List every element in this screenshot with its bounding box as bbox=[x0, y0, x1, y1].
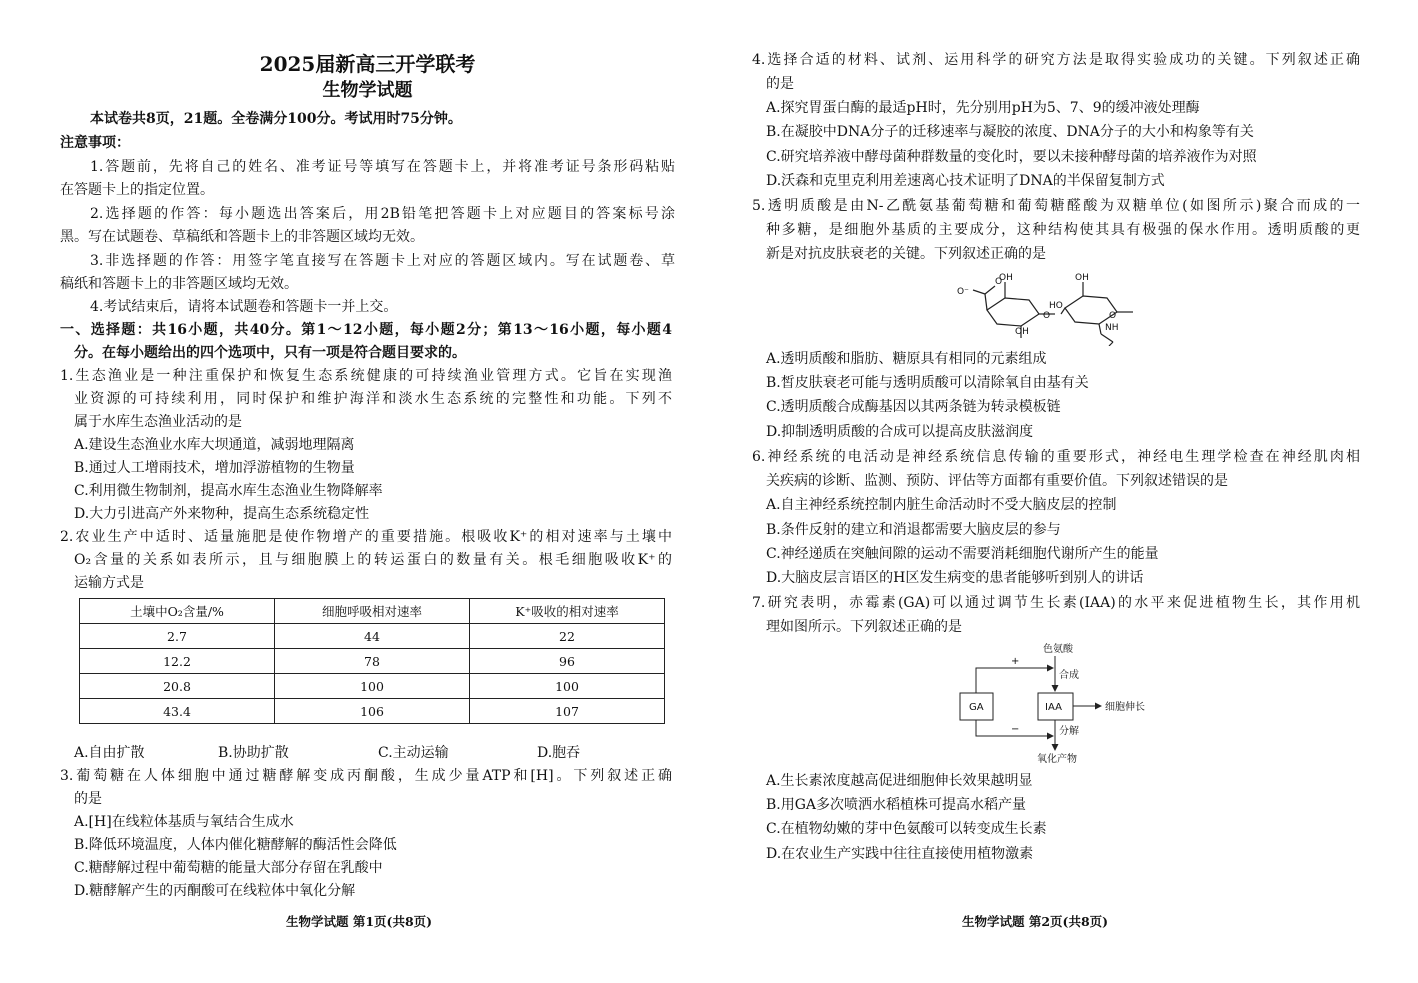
figure-label: HO bbox=[1049, 301, 1063, 311]
table-cell: 100 bbox=[470, 674, 665, 699]
notice-line: 1.答题前，先将自己的姓名、准考证号等填写在答题卡上，并将准考证号条形码粘贴 bbox=[90, 159, 675, 175]
question-3-stem: 3.葡萄糖在人体细胞中通过糖酵解变成丙酮酸，生成少量ATP和[H]。下列叙述正确 bbox=[60, 768, 672, 784]
question-4-stem: 4.选择合适的材料、试剂、运用科学的研究方法是取得实验成功的关键。下列叙述正确 bbox=[752, 52, 1360, 68]
exam-intro: 本试卷共8页，21题。全卷满分100分。考试用时75分钟。 bbox=[90, 111, 462, 127]
question-1-option-a: A.建设生态渔业水库大坝通道，减弱地理隔离 bbox=[74, 437, 355, 453]
diagram-minus-sign: − bbox=[1011, 724, 1020, 735]
figure-label: OH bbox=[999, 273, 1013, 283]
figure-label: OH bbox=[1015, 327, 1029, 337]
question-5-stem: 新是对抗皮肤衰老的关键。下列叙述正确的是 bbox=[766, 246, 1046, 262]
diagram-decompose-label: 分解 bbox=[1059, 726, 1079, 737]
question-7-option-b: B.用GA多次喷洒水稻植株可提高水稻产量 bbox=[766, 797, 1027, 813]
question-4-stem: 的是 bbox=[766, 76, 794, 92]
question-3-option-a: A.[H]在线粒体基质与氧结合生成水 bbox=[74, 814, 294, 830]
table-row bbox=[80, 699, 665, 724]
table-cell: 106 bbox=[275, 699, 470, 724]
table-header-row bbox=[80, 599, 665, 624]
diagram-oxidation-label: 氧化产物 bbox=[1037, 754, 1077, 764]
question-2-table bbox=[79, 598, 665, 724]
exam-title: 2025届新高三开学联考 bbox=[259, 52, 476, 76]
question-5-option-c: C.透明质酸合成酶基因以其两条链为转录模板链 bbox=[766, 399, 1061, 415]
question-2-stem: 运输方式是 bbox=[74, 575, 144, 591]
notice-line: 3.非选择题的作答：用签字笔直接写在答题卡上对应的答题区域内。写在试题卷、草 bbox=[90, 253, 675, 269]
notice-line: 稿纸和答题卡上的非答题区域均无效。 bbox=[60, 276, 298, 292]
question-6-option-b: B.条件反射的建立和消退都需要大脑皮层的参与 bbox=[766, 522, 1061, 538]
table-cell: 78 bbox=[275, 649, 470, 674]
table-header: 土壤中O₂含量/% bbox=[80, 599, 275, 624]
diagram-growth-label: 细胞伸长 bbox=[1105, 702, 1145, 713]
figure-label: O bbox=[995, 277, 1003, 287]
ga-iaa-mechanism-diagram bbox=[955, 640, 1155, 764]
question-5-stem: 5.透明质酸是由N-乙酰氨基葡萄糖和葡萄糖醛酸为双糖单位(如图所示)聚合而成的一 bbox=[752, 198, 1360, 214]
diagram-synthesis-label: 合成 bbox=[1059, 670, 1079, 681]
question-4-option-a: A.探究胃蛋白酶的最适pH时，先分别用pH为5、7、9的缓冲液处理酶 bbox=[766, 100, 1200, 116]
section-heading-cont: 分。在每小题给出的四个选项中，只有一项是符合题目要求的。 bbox=[74, 345, 466, 361]
question-1-stem: 属于水库生态渔业活动的是 bbox=[74, 414, 242, 430]
question-2-option-a: A.自由扩散 bbox=[74, 745, 145, 761]
question-6-option-d: D.大脑皮层言语区的H区发生病变的患者能够听到别人的讲话 bbox=[766, 570, 1144, 586]
question-3-stem: 的是 bbox=[74, 791, 102, 807]
table-row bbox=[80, 624, 665, 649]
question-5-option-d: D.抑制透明质酸的合成可以提高皮肤滋润度 bbox=[766, 424, 1034, 440]
question-5-option-b: B.皙皮肤衰老可能与透明质酸可以清除氧自由基有关 bbox=[766, 375, 1089, 391]
question-2-stem: O₂含量的关系如表所示，且与细胞膜上的转运蛋白的数量有关。根毛细胞吸收K⁺的 bbox=[74, 552, 672, 568]
question-6-option-c: C.神经递质在突触间隙的运动不需要消耗细胞代谢所产生的能量 bbox=[766, 546, 1159, 562]
question-4-option-b: B.在凝胶中DNA分子的迁移速率与凝胶的浓度、DNA分子的大小和构象等有关 bbox=[766, 124, 1254, 140]
figure-label: O bbox=[1043, 311, 1051, 321]
table-header: 细胞呼吸相对速率 bbox=[275, 599, 470, 624]
page-footer: 生物学试题 第1页(共8页) bbox=[286, 914, 433, 929]
question-6-stem: 6.神经系统的电活动是神经系统信息传输的重要形式，神经电生理学检查在神经肌肉相 bbox=[752, 449, 1360, 465]
question-7-stem: 7.研究表明，赤霉素(GA)可以通过调节生长素(IAA)的水平来促进植物生长，其作用机 bbox=[752, 595, 1360, 611]
table-cell: 43.4 bbox=[80, 699, 275, 724]
figure-label: O bbox=[1109, 311, 1117, 321]
diagram-tryptophan-label: 色氨酸 bbox=[1043, 644, 1073, 655]
figure-label: NH bbox=[1105, 323, 1119, 333]
table-cell: 22 bbox=[470, 624, 665, 649]
table-header: K⁺吸收的相对速率 bbox=[470, 599, 665, 624]
question-6-option-a: A.自主神经系统控制内脏生命活动时不受大脑皮层的控制 bbox=[766, 497, 1117, 513]
question-7-option-a: A.生长素浓度越高促进细胞伸长效果越明显 bbox=[766, 773, 1033, 789]
diagram-iaa-label: IAA bbox=[1045, 702, 1062, 713]
table-cell: 12.2 bbox=[80, 649, 275, 674]
table-row bbox=[80, 649, 665, 674]
question-3-option-c: C.糖酵解过程中葡萄糖的能量大部分存留在乳酸中 bbox=[74, 860, 383, 876]
table-cell: 107 bbox=[470, 699, 665, 724]
question-4-option-d: D.沃森和克里克利用差速离心技术证明了DNA的半保留复制方式 bbox=[766, 173, 1165, 189]
question-2-option-b: B.协助扩散 bbox=[218, 745, 289, 761]
diagram-plus-sign: + bbox=[1011, 656, 1020, 667]
question-7-option-d: D.在农业生产实践中往往直接使用植物激素 bbox=[766, 846, 1034, 862]
question-2-option-d: D.胞吞 bbox=[537, 745, 581, 761]
diagram-ga-label: GA bbox=[969, 702, 984, 713]
question-7-option-c: C.在植物幼嫩的芽中色氨酸可以转变成生长素 bbox=[766, 821, 1047, 837]
question-2-stem: 2.农业生产中适时、适量施肥是使作物增产的重要措施。根吸收K⁺的相对速率与土壤中 bbox=[60, 529, 672, 545]
question-3-option-d: D.糖酵解产生的丙酮酸可在线粒体中氧化分解 bbox=[74, 883, 356, 899]
question-5-option-a: A.透明质酸和脂肪、糖原具有相同的元素组成 bbox=[766, 351, 1047, 367]
notice-line: 4.考试结束后，请将本试题卷和答题卡一并上交。 bbox=[90, 299, 398, 315]
question-3-option-b: B.降低环境温度，人体内催化糖酵解的酶活性会降低 bbox=[74, 837, 397, 853]
question-1-stem: 1.生态渔业是一种注重保护和恢复生态系统健康的可持续渔业管理方式。它旨在实现渔 bbox=[60, 368, 672, 384]
notice-heading: 注意事项： bbox=[60, 135, 130, 151]
question-1-option-c: C.利用微生物制剂，提高水库生态渔业生物降解率 bbox=[74, 483, 383, 499]
notice-line: 在答题卡上的指定位置。 bbox=[60, 182, 214, 198]
figure-label: OH bbox=[1075, 273, 1089, 283]
table-cell: 44 bbox=[275, 624, 470, 649]
exam-subject: 生物学试题 bbox=[322, 80, 413, 101]
table-cell: 20.8 bbox=[80, 674, 275, 699]
page-footer: 生物学试题 第2页(共8页) bbox=[962, 914, 1109, 929]
question-1-option-b: B.通过人工增雨技术，增加浮游植物的生物量 bbox=[74, 460, 355, 476]
question-6-stem: 关疾病的诊断、监测、预防、评估等方面都有重要价值。下列叙述错误的是 bbox=[766, 473, 1228, 489]
table-cell: 2.7 bbox=[80, 624, 275, 649]
hyaluronic-acid-structure-figure bbox=[957, 268, 1157, 346]
question-2-option-c: C.主动运输 bbox=[378, 745, 449, 761]
question-1-option-d: D.大力引进高产外来物种，提高生态系统稳定性 bbox=[74, 506, 370, 522]
question-4-option-c: C.研究培养液中酵母菌种群数量的变化时，要以未接种酵母菌的培养液作为对照 bbox=[766, 149, 1257, 165]
notice-line: 2.选择题的作答：每小题选出答案后，用2B铅笔把答题卡上对应题目的答案标号涂 bbox=[90, 206, 675, 222]
question-7-stem: 理如图所示。下列叙述正确的是 bbox=[766, 619, 962, 635]
section-heading: 一、选择题：共16小题，共40分。第1～12小题，每小题2分；第13～16小题，每小题4 bbox=[60, 322, 672, 338]
figure-label: O⁻ bbox=[957, 287, 969, 297]
table-row bbox=[80, 674, 665, 699]
table-cell: 100 bbox=[275, 674, 470, 699]
table-cell: 96 bbox=[470, 649, 665, 674]
notice-line: 黑。写在试题卷、草稿纸和答题卡上的非答题区域均无效。 bbox=[60, 229, 424, 245]
question-5-stem: 种多糖，是细胞外基质的主要成分，这种结构使其具有极强的保水作用。透明质酸的更 bbox=[766, 222, 1360, 238]
question-1-stem: 业资源的可持续利用，同时保护和维护海洋和淡水生态系统的完整性和功能。下列不 bbox=[74, 391, 672, 407]
